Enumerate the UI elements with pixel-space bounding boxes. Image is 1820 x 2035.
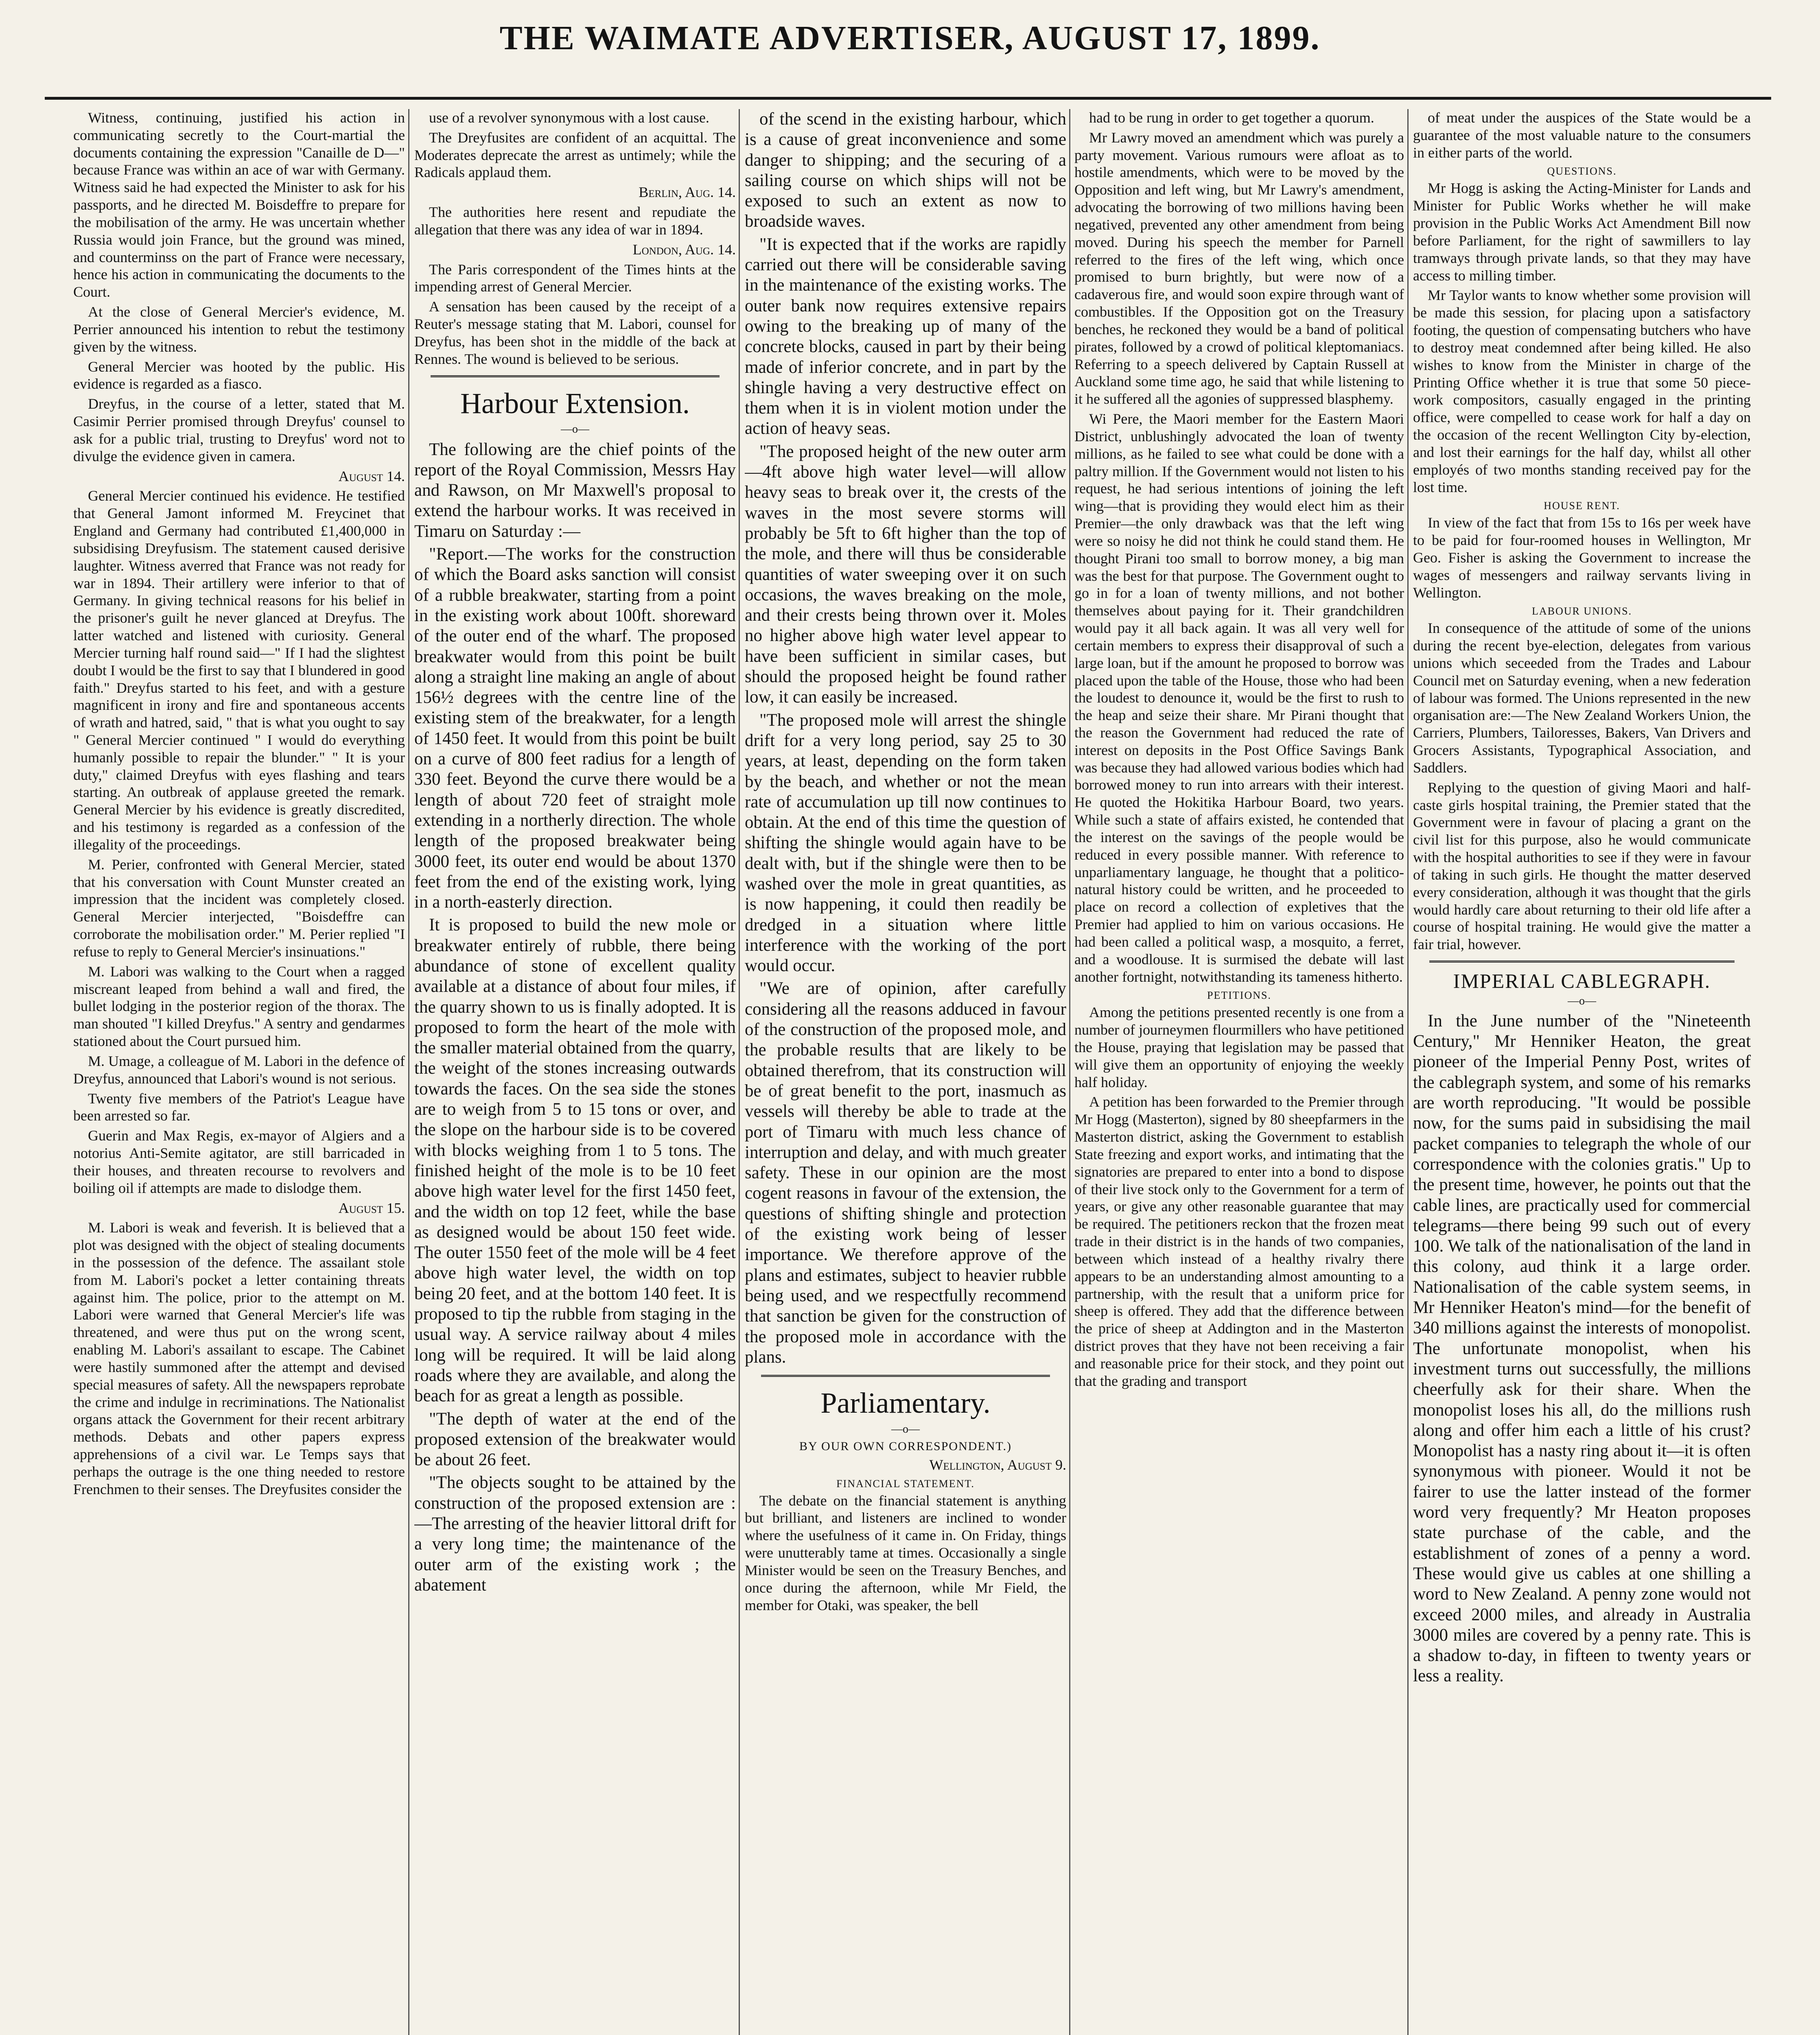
paragraph: Twenty five members of the Patriot's League have been arrested so far.: [73, 1090, 405, 1124]
paragraph: Mr Taylor wants to know whether some provision will be made this session, for placing upon a satisfactory footing, the question of compensating butchers who have to destroy meat condemned after being killed. He also wishes to know from the Minister in charge of the Printing Office whether it is true that some 50 piece-work compositors, casually engaged in the printing office, were compelled to cease work for half a day on the occasion of the recent Wellington City by-election, and lost their earnings for the half day, whilst all other employés of two months standing received pay for the lost time.: [1413, 287, 1751, 495]
column-1: [73, 109, 405, 2035]
paragraph: of meat under the auspices of the State would be a guarantee of the most valuable nature to the consumers in either parts of the world.: [1413, 109, 1751, 161]
column-divider: [1407, 109, 1409, 2035]
paragraph: "Report.—The works for the construction of which the Board asks sanction will consist of a rubble breakwater, starting from a point in the existing work about 100ft. shoreward of the outer end of the wharf. The proposed breakwater would from this point be built along a straight line making an angle of about 156½ degrees with the centre line of the existing stem of the breakwater, for a length of 1450 feet. It would from this point be built on a curve of 800 feet radius for a length of 330 feet. Beyond the curve there would be a length of about 720 feet of straight mole extending in a northerly direction. The whole length of the proposed breakwater being 3000 feet, its outer end would be about 1370 feet from the end of the existing work, lying in a north-easterly direction.: [414, 545, 736, 912]
column-2: [414, 109, 736, 2035]
section-headline: Harbour Extension.: [460, 387, 690, 420]
paragraph: General Mercier continued his evidence. He testified that General Jamont informed M. Freycinet that England and Germany had contributed £1,400,000 in subsidising Dreyfusism. The statement caused derisive laughter. Witness averred that France was not ready for war in 1894. Their artillery were inferior to that of Germany. In giving technical reasons for his belief in the prisoner's guilt he never glanced at Dreyfus. The latter watched and listened with curiosity. General Mercier turning half round said—" If I had the slightest doubt I would be the first to say that I blundered in good faith." Dreyfus started to his feet, and with a gesture magnificent in irony and fire and spontaneous accents of wrath and hatred, said, " that is what you ought to say " General Mercier continued " I would do everything humanly possible to repair the blunder." " It is your duty," claimed Dreyfus with eyes flashing and tears starting. An outbreak of applause greeted the remark. General Mercier by his evidence is greatly discredited, and his testimony is regarded as a confession of the illegality of the proceedings.: [73, 488, 405, 853]
column-divider: [739, 109, 740, 2035]
section-rule: [1429, 961, 1735, 966]
paragraph: of the scend in the existing harbour, which is a cause of great inconvenience and some danger to shipping; and the securing of a sailing course on which ships will not be exposed to such an extent as now to broadside waves.: [745, 109, 1066, 231]
subsection-heading: LABOUR UNIONS.: [1531, 605, 1632, 617]
dateline: August 15.: [338, 1199, 405, 1216]
paragraph: "The objects sought to be attained by the construction of the proposed extension are :—The arresting of the heavier littoral drift for a very long time; the maintenance of the outer arm of the existing work ; the abatement: [414, 1473, 736, 1595]
paragraph: "We are of opinion, after carefully considering all the reasons adduced in favour of the construction of the proposed mole, and the probable results that are likely to be obtained therefrom, that its construction will be of great benefit to the port, inasmuch as vessels will thereby be able to trade at the port of Timaru with much less chance of interruption and delay, and with much greater safety. These in our opinion are the most cogent reasons in favour of the extension, the questions of shifting shingle and protection of the existing work being of lesser importance. We therefore approve of the plans and estimates, subject to heavier rubble being used, and we respectfully recommend that sanction be given for the construction of the proposed mole in accordance with the plans.: [745, 979, 1066, 1367]
column-divider: [1069, 109, 1070, 2035]
paragraph: The authorities here resent and repudiate the allegation that there was any idea of war in 1894.: [414, 204, 736, 238]
paragraph: The Paris correspondent of the Times hints at the impending arrest of General Mercier.: [414, 261, 736, 295]
paragraph: Dreyfus, in the course of a letter, stated that M. Casimir Perrier promised through Dreyfus' counsel to ask for a public trial, trusting to Dreyfus' word not to divulge the evidence given in camera.: [73, 396, 405, 464]
paragraph: Mr Hogg is asking the Acting-Minister for Lands and Minister for Public Works whether he will make provision in the Public Works Act Amendment Bill now before Parliament, for the right of sawmillers to lay tramways through private lands, so that they may have access to milling timber.: [1413, 180, 1751, 284]
paragraph: M. Labori is weak and feverish. It is believed that a plot was designed with the object of stealing documents in the possession of the defence. The assailant stole from M. Labori's pocket a letter containing threats against him. The police, prior to the attempt on M. Labori were warned that General Mercier's life was threatened, and were thus put on the wrong scent, enabling M. Labori's assailant to escape. The Cabinet were hastily summoned after the attempt and devised special measures of safety. All the newspapers reprobate the crime and indulge in recriminations. The Nationalist organs attack the Government for their recent arbitrary methods. Debats and other papers express apprehensions of a civil war. Le Temps says that perhaps the outrage is the one thing needed to restore Frenchmen to their senses. The Dreyfusites consider the: [73, 1219, 405, 1497]
masthead: THE WAIMATE ADVERTISER, AUGUST 17, 1899.: [499, 19, 1321, 57]
column-divider: [408, 109, 409, 2035]
subsection-heading: PETITIONS.: [1207, 989, 1271, 1002]
paragraph: M. Perier, confronted with General Mercier, stated that his conversation with Count Munster created an impression that the incident was completely closed. General Mercier interjected, "Boisdeffre can corroborate the mobilisation order." M. Perier replied "I refuse to reply to General Mercier's insinuations.": [73, 856, 405, 960]
dateline: London, Aug. 14.: [632, 241, 736, 258]
paragraph: The debate on the financial statement is anything but brilliant, and listeners are inclined to wonder where the usefulness of it came in. On Friday, things were unutterably tame at times. Occasionally a single Minister would be seen on the Treasury Benches, and once during the afternoon, while Mr Field, the member for Otaki, was speaker, the bell: [745, 1492, 1066, 1613]
byline: BY OUR OWN CORRESPONDENT.): [799, 1440, 1012, 1453]
paragraph: "It is expected that if the works are rapidly carried out there will be considerable saving in the maintenance of the existing works. The outer bank now requires extensive repairs owing to the breaking up of many of the concrete blocks, caused in part by their being made of inferior concrete, and in part by the shingle having a very destructive effect on them when it is in violent motion under the action of heavy seas.: [745, 234, 1066, 438]
subsection-heading: HOUSE RENT.: [1544, 500, 1620, 512]
ornament: —o—: [891, 1422, 920, 1435]
paragraph: The following are the chief points of the report of the Royal Commission, Messrs Hay and Rawson, on Mr Maxwell's proposal to extend the harbour works. It was received in Timaru on Saturday :—: [414, 440, 736, 541]
paragraph: In the June number of the "Nineteenth Century," Mr Henniker Heaton, the great pioneer of the Imperial Penny Post, writes of the cablegraph system, and some of his remarks are worth reproducing. "It would be possible now, for the sums paid in subsidising the mail packet companies to telegraph the whole of our correspondence with the colonies gratis." Up to the present time, however, he points out that the cable lines, are practically used for commercial telegrams—there being 99 such out of every 100. We talk of the nationalisation of the land in this colony, aud think it a large order. Nationalisation of the cable system seems, in Mr Henniker Heaton's mind—for the benefit of 340 millions against the interests of monopolist. The unfortunate monopolist, when his investment turns out successfully, the millions cheerfully ask for their share. When the monopolist loses his all, do the millions rush along and offer him each a little of his crust? Monopolist has a nasty ring about it—it is often synonymous with pioneer. Would it not be fairer to use the latter instead of the former word very frequently? Mr Heaton proposes state purchase of the cable, and the establishment of zones of a penny a word. These would give us cables at one shilling a word to New Zealand. A penny zone would not exceed 2000 miles, and already in Australia 3000 miles are covered by a penny rate. This is a shadow to-day, in fifteen to twenty years or less a reality.: [1413, 1011, 1751, 1686]
paragraph: Guerin and Max Regis, ex-mayor of Algiers and a notorius Anti-Semite agitator, are still barricaded in their houses, and threaten recourse to revolvers and boiling oil if attempts are made to dislodge them.: [73, 1127, 405, 1196]
section-headline: Parliamentary.: [820, 1387, 991, 1420]
paragraph: M. Labori was walking to the Court when a ragged miscreant leaped from behind a wall and fired, the bullet lodging in the posterior region of the thorax. The man shouted "I killed Dreyfus." A sentry and gendarmes stationed about the Court pursued him.: [73, 963, 405, 1050]
paragraph: had to be rung in order to get together a quorum.: [1089, 109, 1374, 126]
paragraph: The Dreyfusites are confident of an acquittal. The Moderates deprecate the arrest as untimely; while the Radicals applaud them.: [414, 129, 736, 181]
masthead-rule: [45, 97, 1771, 100]
paragraph: Mr Lawry moved an amendment which was purely a party movement. Various rumours were afloat as to hostile amendments, which were to be moved by the Opposition and left wing, but Mr Lawry's amendment, advocating the borrowing of two millions having been negatived, prevented any other amendment from being moved. During his speech the member for Parnell referred to the fires of the left wing, which once promised to burn brightly, but were now of a cadaverous fire, and would soon expire through want of combustibles. If the Opposition got on the Treasury benches, he reckoned they would be a band of political pirates, followed by a crowd of political kleptomaniacs. Referring to a speech delivered by Captain Russell at Auckland some time ago, he said that while listening to it he suffered all the agonies of suppressed blasphemy.: [1074, 129, 1404, 407]
paragraph: Wi Pere, the Maori member for the Eastern Maori District, unblushingly advocated the loan of twenty millions, as he failed to see what could be done with a paltry million. If the Government would not listen to his request, he had serious intentions of joining the left wing—that is providing they would elect him as their Premier—the only drawback was that the left wing were so noisy he did not think he could stand them. He thought Pirani too small to borrow money, a big man was the best for that purpose. The Government ought to go in for a loan of twenty millions, and not bother themselves about paying for it. Their grandchildren would pay it all back again. It was all very well for certain members to express their disapproval of such a large loan, but if the amount he proposed to borrow was placed upon the table of the House, those who had been the loudest to denounce it, would be the first to rush to the heap and seize their share. Mr Pirani thought that the reason the Government had reduced the rate of interest on deposits in the Post Office Savings Bank was because they had allowed various bodies which had borrowed money to run into arrears with their interest. He quoted the Hokitika Harbour Board, two years. While such a state of affairs existed, he contended that the interest on the savings of the people would be reduced in every possible manner. With reference to unparliamentary language, he thought that a politico-natural history could be written, and he proceeded to place on record a collection of expletives that the Premier had applied to him on various occasions. He had been called a political wasp, a mosquito, a ferret, and a woodlouse. It is surmised the debate will last another fortnight, notwithstanding its tameness hitherto.: [1074, 411, 1404, 985]
dateline: Berlin, Aug. 14.: [639, 184, 736, 201]
paragraph: "The proposed mole will arrest the shingle drift for a very long period, say 25 to 30 years, at least, depending on the form taken by the beach, and whether or not the mean rate of accumulation up till now continues to obtain. At the end of this time the question of shifting the shingle would again have to be dealt with, but if the shingle were then to be washed over the mole in great quantities, as is now happening, it could then readily be dredged in a situation where little interference with the working of the port would occur.: [745, 710, 1066, 976]
section-rule: [761, 1375, 1050, 1380]
paragraph: General Mercier was hooted by the public. His evidence is regarded as a fiasco.: [73, 358, 405, 392]
paragraph: It is proposed to build the new mole or breakwater entirely of rubble, there being abundance of stone of excellent quality available at a distance of about four miles, if the quarry shown to us is finally adopted. It is proposed to form the heart of the mole with the smaller material obtained from the quarry, the weight of the stones increasing outwards towards the faces. On the sea side the stones are to weigh from 5 to 15 tons or over, and the slope on the harbour side is to be covered with blocks weighing from 1 to 5 tons. The finished height of the mole is to be 10 feet above high water level for the first 1450 feet, and the width on top 12 feet, while the base as designed would be about 150 feet wide. The outer 1550 feet of the mole will be 4 feet above high water level, the width on top being 20 feet, and at the bottom 140 feet. It is proposed to tip the rubble from staging in the usual way. A service railway about 4 miles long will be required. It will be laid along roads where they are available, and along the beach for as great a length as possible.: [414, 915, 736, 1406]
paragraph: Replying to the question of giving Maori and half-caste girls hospital training, the Premier stated that the Government were in favour of placing a grant on the civil list for this purpose, also he would communicate with the hospital authorities to see if they were in favour of taking in such girls. He thought the matter deserved every consideration, although it was thought that the girls would hardly care about returning to their old life after a course of hospital training. He would give the matter a fair trial, however.: [1413, 779, 1751, 953]
paragraph: use of a revolver synonymous with a lost cause.: [429, 109, 709, 126]
paragraph: "The depth of water at the end of the proposed extension of the breakwater would be about 26 feet.: [414, 1409, 736, 1470]
paragraph: Among the petitions presented recently is one from a number of journeymen flourmillers who have petitioned the House, praying that legislation may be passed that will give them an opportunity of enjoying the weekly half holiday.: [1074, 1004, 1404, 1090]
paragraph: In view of the fact that from 15s to 16s per week have to be paid for four-roomed houses in Wellington, Mr Geo. Fisher is asking the Government to increase the wages of messengers and railway servants living in Wellington.: [1413, 514, 1751, 601]
paragraph: In consequence of the attitude of some of the unions during the recent bye-election, delegates from various unions which seceeded from the Trades and Labour Council met on Saturday evening, when a new federation of labour was formed. The Unions represented in the new organisation are:—The New Zealand Workers Union, the Carriers, Plumbers, Tailoresses, Bakers, Van Drivers and Grocers Assistants, Typographical Association, and Saddlers.: [1413, 620, 1751, 776]
subsection-heading: QUESTIONS.: [1547, 165, 1617, 177]
paragraph: A petition has been forwarded to the Premier through Mr Hogg (Masterton), signed by 80 sheepfarmers in the Masterton district, asking the Government to establish State freezing and export works, and intimating that the signatories are prepared to enter into a bond to dispose of their live stock only to the Government for a term of years, or give any other reasonable guarantee that may be required. The petitioners reckon that the frozen meat trade in their district is in the hands of two companies, between which instead of a healthy rivalry there appears to be an understanding almost amounting to a partnership, with the result that a uniform price for sheep is offered. They add that the difference between the price of sheep at Addington and in the Masterton district proves that they have not been receiving a fair and reasonable price for their stock, and they point out that the grading and transport: [1074, 1094, 1404, 1389]
section-rule: [431, 375, 720, 381]
ornament: —o—: [561, 423, 589, 436]
paragraph: At the close of General Mercier's evidence, M. Perrier announced his intention to rebut the testimony given by the witness.: [73, 304, 405, 355]
column-4: [1074, 109, 1404, 2035]
paragraph: Witness, continuing, justified his action in communicating secretly to the Court-martial the documents containing the expression "Canaille de D—" because France was within an ace of war with Germany. Witness said he had expected the Minister to ask for his passports, and he directed M. Boisdeffre to prepare for the mobilisation of the army. He was uncertain whether Russia would join France, but the ground was mined, and counterminss on the part of France were necessary, hence his action in communicating the documents to the Court.: [73, 109, 405, 300]
ornament: —o—: [1568, 994, 1596, 1007]
paragraph: A sensation has been caused by the receipt of a Reuter's message stating that M. Labori, counsel for Dreyfus, has been shot in the middle of the back at Rennes. The wound is believed to be serious.: [414, 298, 736, 367]
subsection-heading: FINANCIAL STATEMENT.: [836, 1477, 975, 1490]
section-headline: IMPERIAL CABLEGRAPH.: [1453, 969, 1711, 993]
column-5: [1413, 109, 1751, 2035]
dateline: August 14.: [338, 468, 405, 484]
paragraph: "The proposed height of the new outer arm—4ft above high water level—will allow heavy seas to break over it, the crests of the waves in the most severe storms will probably be 5ft to 6ft higher than the top of the mole, and there will thus be considerable quantities of water sweeping over it on such occasions, the waves breaking on the mole, and their crests being thrown over it. Moles no higher above high water level appear to have been sufficient in similar cases, but should the proposed height be found rather low, it can easily be increased.: [745, 442, 1066, 707]
paragraph: M. Umage, a colleague of M. Labori in the defence of Dreyfus, announced that Labori's wound is not serious.: [73, 1053, 405, 1087]
dateline: Wellington, August 9.: [929, 1456, 1066, 1473]
column-3: [745, 109, 1066, 2035]
